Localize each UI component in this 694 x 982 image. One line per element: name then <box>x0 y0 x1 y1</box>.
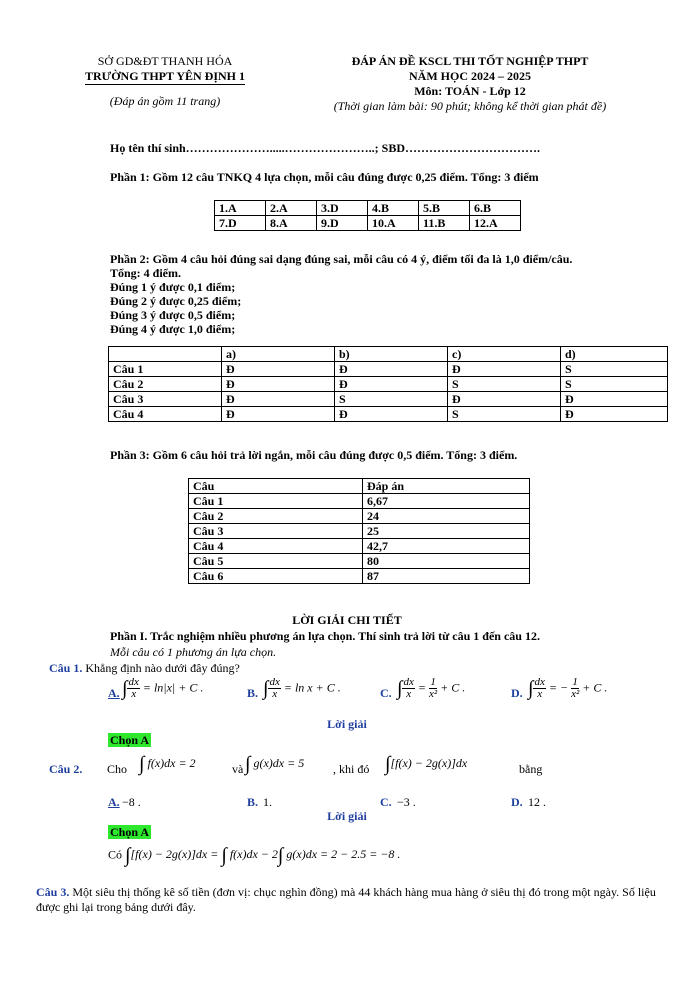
table-row <box>189 524 530 539</box>
question-text-mid: và <box>232 762 244 776</box>
time-note: (Thời gian làm bài: 90 phút; không kể thời gian phát đề) <box>333 99 607 113</box>
answer-cell: S <box>448 407 561 422</box>
answer-cell: Đ <box>561 407 668 422</box>
answer-cell: 1.A <box>215 201 266 216</box>
part2-table <box>108 346 668 422</box>
part1-title: Phần 1: Gồm 12 câu TNKQ 4 lựa chọn, mỗi câu đúng được 0,25 điểm. Tổng: 3 điểm <box>110 170 539 184</box>
option-a-label: A. <box>108 686 120 700</box>
option-b-label: B. <box>247 686 259 700</box>
header-cell: b) <box>335 347 448 362</box>
answer-cell: Đ <box>448 362 561 377</box>
question-text-post: bằng <box>519 762 543 776</box>
header-right <box>300 54 640 114</box>
answer-cell: Đ <box>222 362 335 377</box>
answer-cell: 2.A <box>266 201 317 216</box>
option-c-label: C. <box>380 795 392 809</box>
answer-cell: 9.D <box>317 216 368 231</box>
table-row <box>215 216 521 231</box>
answer-cell: Đ <box>335 377 448 392</box>
answer-cell: 87 <box>363 569 530 584</box>
part2-rule: Đúng 2 ý được 0,25 điểm; <box>110 294 242 308</box>
header-cell: d) <box>561 347 668 362</box>
answer-cell: 24 <box>363 509 530 524</box>
solution-label: Lời giải <box>327 717 367 731</box>
option-d-label: D. <box>511 686 523 700</box>
option-c-value: −3 . <box>397 795 416 809</box>
option-c-label: C. <box>380 686 392 700</box>
option-d-formula: ∫ $\frac{dx}{x}$ = − $\frac{1}{\text{x²}}$ + C . <box>528 676 608 700</box>
table-row <box>189 569 530 584</box>
answer-cell: S <box>561 377 668 392</box>
working-prefix: Có <box>108 847 123 862</box>
part2-rule: Đúng 3 ý được 0,5 điểm; <box>110 308 236 322</box>
answer-cell: 42,7 <box>363 539 530 554</box>
question-text: Một siêu thị thống kê số tiền (đơn vị: chục nghìn đồng) mà 44 khách hàng mua hàng ở siêu thị đó trong một ngày. Số liệu được ghi lại trong bảng dưới đây. <box>36 885 656 914</box>
question-2 <box>49 755 669 785</box>
part2-total: Tổng: 4 điểm. <box>110 266 182 280</box>
answer-cell: 12.A <box>470 216 521 231</box>
answer-cell: Đ <box>448 392 561 407</box>
table-row <box>189 494 530 509</box>
table-row <box>109 362 668 377</box>
answer-cell: Đ <box>222 392 335 407</box>
question-1 <box>49 661 240 676</box>
solution-part-note: Mỗi câu có 1 phương án lựa chọn. <box>110 645 277 659</box>
table-row <box>189 509 530 524</box>
table-row <box>189 479 530 494</box>
student-info-line: Họ tên thí sinh………………….....…………………..; SBD……………………………. <box>110 141 541 155</box>
header-cell <box>109 347 222 362</box>
answer-cell: S <box>561 362 668 377</box>
answer-cell: 5.B <box>419 201 470 216</box>
question-text-mid: , khi đó <box>333 762 370 776</box>
header-cell: c) <box>448 347 561 362</box>
answer-cell: 25 <box>363 524 530 539</box>
question-3 <box>36 885 668 915</box>
question-cell: Câu 2 <box>189 509 363 524</box>
answer-cell: Đ <box>561 392 668 407</box>
question-cell: Câu 6 <box>189 569 363 584</box>
part1-table <box>214 200 521 231</box>
part2-block <box>110 252 572 336</box>
school-name: TRƯỜNG THPT YÊN ĐỊNH 1 <box>84 69 246 83</box>
part3-title: Phần 3: Gồm 6 câu hỏi trả lời ngắn, mỗi câu đúng được 0,5 điểm. Tổng: 3 điểm. <box>110 448 518 462</box>
option-b-label: B. <box>247 795 259 809</box>
answer-cell: 6,67 <box>363 494 530 509</box>
answer-cell: Đ <box>335 407 448 422</box>
question-cell: Câu 4 <box>189 539 363 554</box>
answer-cell: Đ <box>222 407 335 422</box>
question-2-working <box>108 846 400 876</box>
table-row <box>189 539 530 554</box>
answer-cell: 4.B <box>368 201 419 216</box>
integral-g: ∫ g(x)dx = 5 <box>245 753 305 775</box>
part2-rule: Đúng 4 ý được 1,0 điểm; <box>110 322 236 336</box>
answer-cell: 3.D <box>317 201 368 216</box>
answer-cell: 10.A <box>368 216 419 231</box>
question-cell: Câu 4 <box>109 407 222 422</box>
header-cell: Câu <box>189 479 363 494</box>
answer-cell: 6.B <box>470 201 521 216</box>
question-cell: Câu 1 <box>189 494 363 509</box>
answer-cell: Đ <box>222 377 335 392</box>
question-cell: Câu 3 <box>189 524 363 539</box>
question-label: Câu 2. <box>49 762 83 776</box>
question-text: Khẳng định nào dưới đây đúng? <box>85 661 240 675</box>
option-d-label: D. <box>511 795 523 809</box>
answer-badge-q2: Chọn A <box>110 825 150 839</box>
question-label: Câu 3. <box>36 885 70 899</box>
question-cell: Câu 1 <box>109 362 222 377</box>
school-year: NĂM HỌC 2024 – 2025 <box>409 69 531 83</box>
table-row <box>109 347 668 362</box>
working-formula: ∫[f(x) − 2g(x)]dx = ∫ f(x)dx − 2∫ g(x)dx = 2 − 2.5 = −8 . <box>125 844 401 866</box>
table-row <box>109 377 668 392</box>
option-a-formula: ∫ $\frac{dx}{x}$ = ln|x| + C . <box>122 676 204 700</box>
integral-f: ∫ f(x)dx = 2 <box>139 753 196 775</box>
option-a-value: −8 . <box>122 795 141 809</box>
table-row <box>109 392 668 407</box>
answer-cell: Đ <box>335 362 448 377</box>
exam-title: ĐÁP ÁN ĐỀ KSCL THI TỐT NGHIỆP THPT <box>351 54 589 68</box>
department-name: SỞ GD&ĐT THANH HÓA <box>97 54 233 68</box>
question-label: Câu 1. <box>49 661 83 675</box>
solution-label: Lời giải <box>327 809 367 823</box>
solution-part-title: Phần I. Trắc nghiệm nhiều phương án lựa chọn. Thí sinh trả lời từ câu 1 đến câu 12. <box>110 629 540 643</box>
answer-cell: S <box>335 392 448 407</box>
option-b-formula: ∫ $\frac{dx}{x}$ = ln x + C . <box>263 676 341 700</box>
answer-cell: 11.B <box>419 216 470 231</box>
solution-title: LỜI GIẢI CHI TIẾT <box>292 613 402 627</box>
answer-cell: 80 <box>363 554 530 569</box>
part3-table <box>188 478 530 584</box>
table-row <box>215 201 521 216</box>
integral-combined: ∫[f(x) − 2g(x)]dx <box>385 753 468 775</box>
header-cell: Đáp án <box>363 479 530 494</box>
answer-badge-q1: Chọn A <box>110 733 150 747</box>
question-cell: Câu 3 <box>109 392 222 407</box>
option-d-value: 12 . <box>528 795 546 809</box>
answer-cell: 8.A <box>266 216 317 231</box>
question-cell: Câu 5 <box>189 554 363 569</box>
table-row <box>109 407 668 422</box>
header-cell: a) <box>222 347 335 362</box>
question-cell: Câu 2 <box>109 377 222 392</box>
answer-cell: S <box>448 377 561 392</box>
question-text-pre: Cho <box>107 762 128 776</box>
header-left <box>70 54 260 109</box>
table-row <box>189 554 530 569</box>
part2-title: Phần 2: Gồm 4 câu hỏi đúng sai dạng đúng sai, mỗi câu có 4 ý, điểm tối đa là 1,0 điểm/câu. <box>110 252 573 266</box>
question-1-options <box>108 677 668 711</box>
part2-rule: Đúng 1 ý được 0,1 điểm; <box>110 280 236 294</box>
option-c-formula: ∫ $\frac{dx}{x}$ = $\frac{1}{\text{x²}}$ + C . <box>397 676 466 700</box>
subject: Môn: TOÁN - Lớp 12 <box>414 84 526 98</box>
option-a-label: A. <box>108 795 120 809</box>
page-count-note: (Đáp án gồm 11 trang) <box>109 94 221 108</box>
option-b-value: 1. <box>263 795 272 809</box>
answer-cell: 7.D <box>215 216 266 231</box>
